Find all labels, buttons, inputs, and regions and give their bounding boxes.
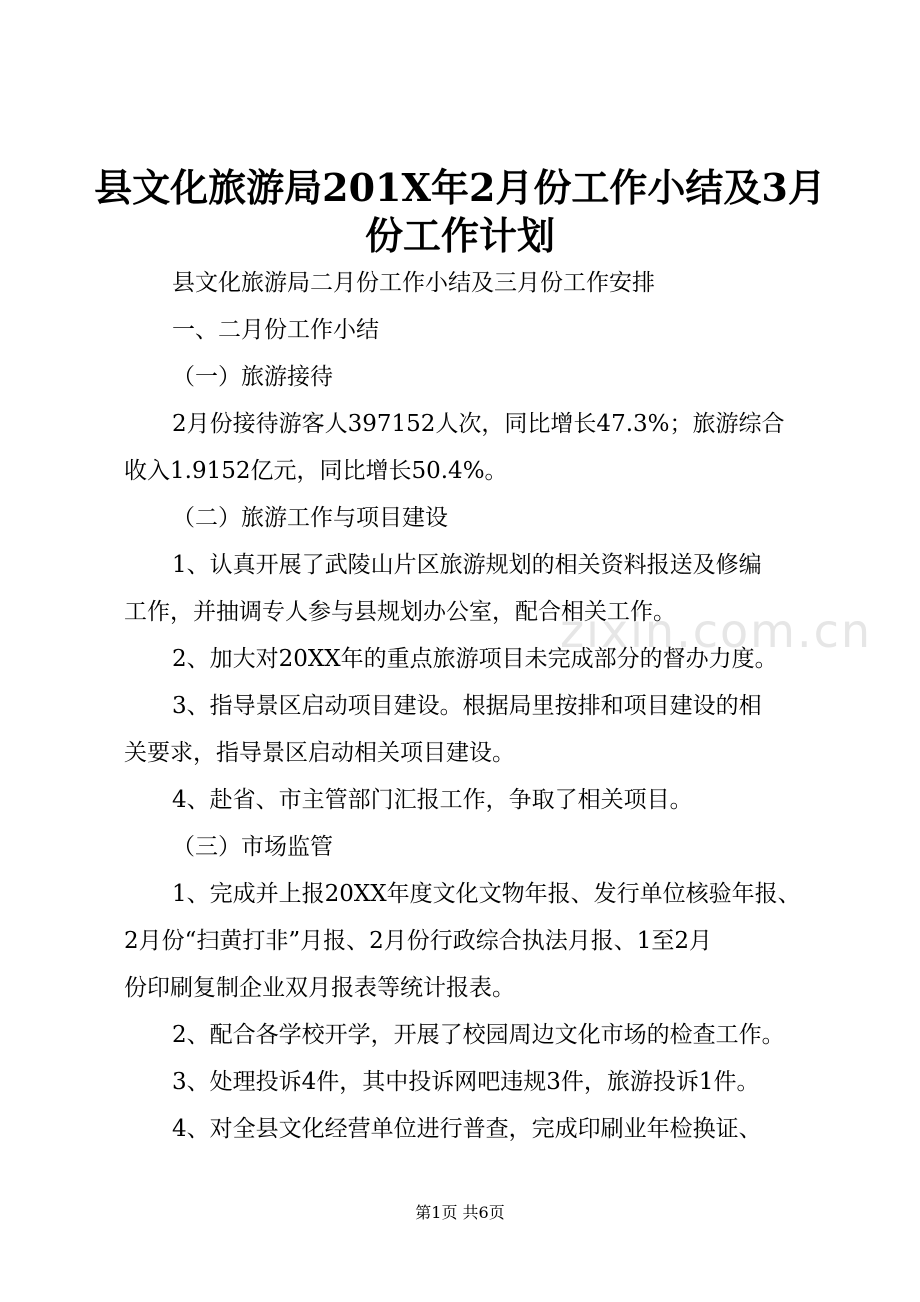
list-item: 2、配合各学校开学，开展了校园周边文化市场的检查工作。 (172, 1022, 785, 1048)
list-item: 3、处理投诉4件，其中投诉网吧违规3件，旅游投诉1件。 (172, 1069, 760, 1095)
list-item: 工作，并抽调专人参与县规划办公室，配合相关工作。 (124, 599, 676, 625)
list-item: 关要求，指导景区启动相关项目建设。 (124, 740, 515, 766)
paragraph: 收入1.9152亿元，同比增长50.4%。 (124, 458, 508, 484)
paragraph: 2月份接待游客人397152人次，同比增长47.3%；旅游综合 (172, 411, 785, 437)
list-item: 1、完成并上报20XX年度文化文物年报、发行单位核验年报、 (172, 881, 801, 907)
list-item: 4、对全县文化经营单位进行普查，完成印刷业年检换证、 (172, 1116, 762, 1142)
subsection-heading: （二）旅游工作与项目建设 (172, 505, 448, 531)
document-title-line-2: 份工作计划 (364, 213, 555, 258)
list-item: 1、认真开展了武陵山片区旅游规划的相关资料报送及修编 (172, 552, 762, 578)
subsection-heading: （一）旅游接待 (172, 364, 333, 390)
list-item: 份印刷复制企业双月报表等统计报表。 (124, 975, 515, 1001)
section-heading: 一、二月份工作小结 (172, 317, 379, 343)
list-item: 4、赴省、市主管部门汇报工作，争取了相关项目。 (172, 787, 693, 813)
list-item: 2、加大对20XX年的重点旅游项目未完成部分的督办力度。 (172, 646, 778, 672)
list-item: 2月份“扫黄打非”月报、2月份行政综合执法月报、1至2月 (124, 928, 713, 954)
paragraph: 县文化旅游局二月份工作小结及三月份工作安排 (172, 270, 655, 296)
document-title-line-1: 县文化旅游局201X年2月份工作小结及3月 (94, 165, 826, 210)
subsection-heading: （三）市场监管 (172, 834, 333, 860)
list-item: 3、指导景区启动项目建设。根据局里按排和项目建设的相 (172, 693, 762, 719)
watermark: zixin.com.cn (560, 604, 873, 658)
page-footer: 第1页 共6页 (415, 1203, 505, 1222)
